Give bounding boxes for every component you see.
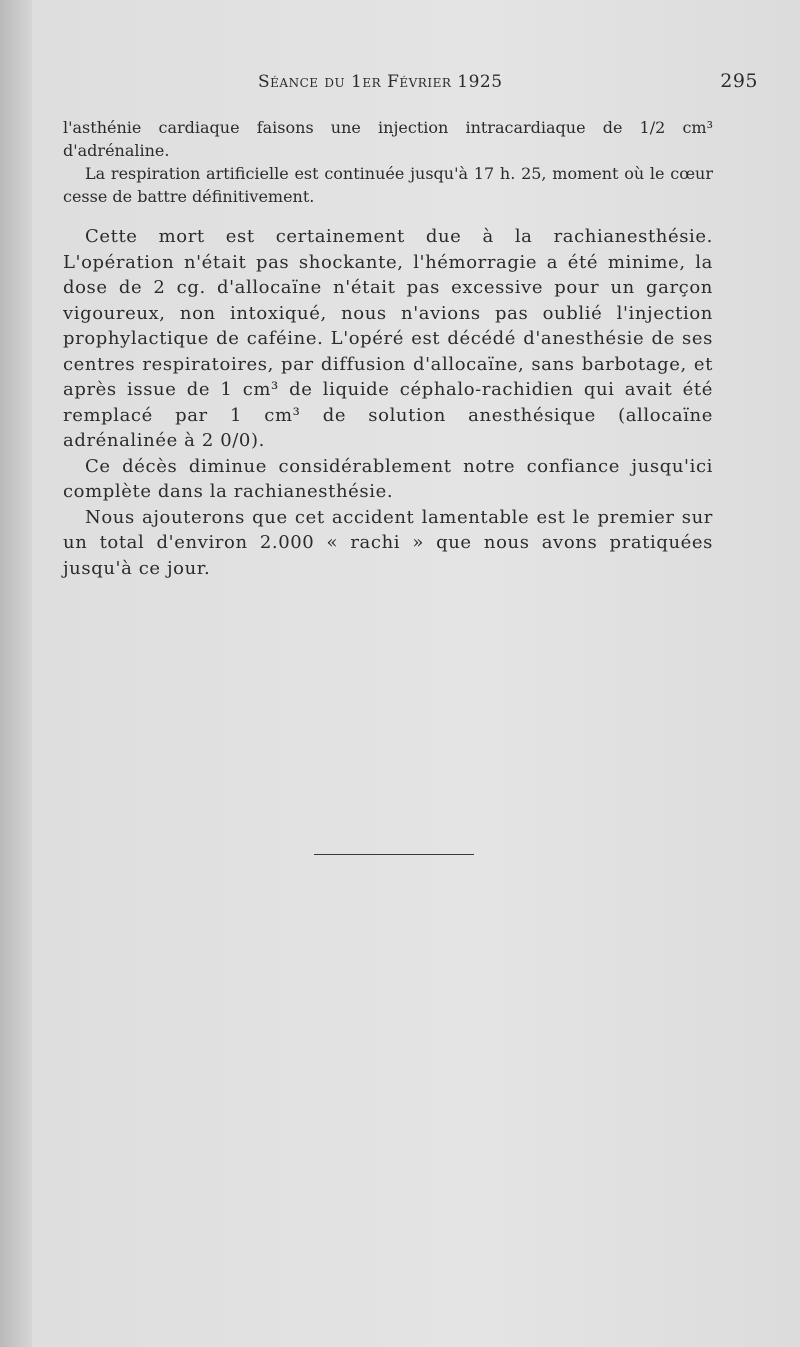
paragraph: l'asthénie cardiaque faisons une injection intracardiaque de 1/2 cm³ d'adrénaline. (63, 118, 713, 160)
page-header (258, 70, 758, 92)
paragraph: Cette mort est certainement due à la rachianesthésie. L'opération n'était pas shockante, l'hémorragie a été minime, la dose de 2 cg. d'allocaïne n'était pas excessive pour un garçon vigoureux, non intoxiqué, nous n'avions pas oublié l'injection prophylactique de caféine. L'opéré est décédé d'anesthésie de ses centres respiratoires, par diffusion d'allocaïne, sans barbotage, et après issue de 1 cm³ de liquide céphalo-rachidien qui avait été remplacé par 1 cm³ de solution anesthésique (allocaïne adrénalinée à 2 0/0). (63, 226, 713, 451)
paragraph: Ce décès diminue considérablement notre confiance jusqu'ici complète dans la rachianesthésie. (63, 455, 713, 502)
running-title: Séance du 1er Février 1925 (258, 72, 503, 92)
paragraph: Nous ajouterons que cet accident lamentable est le premier sur un total d'environ 2.000 « rachi » que nous avons pratiquées jusqu'à ce jour. (63, 506, 713, 579)
paragraph: La respiration artificielle est continuée jusqu'à 17 h. 25, moment où le cœur cesse de battre définitivement. (63, 164, 713, 206)
end-rule (314, 854, 474, 855)
section-continuation (63, 116, 713, 208)
binding-gutter (0, 0, 32, 1347)
page-number: 295 (720, 70, 758, 92)
section-commentary (63, 224, 713, 581)
